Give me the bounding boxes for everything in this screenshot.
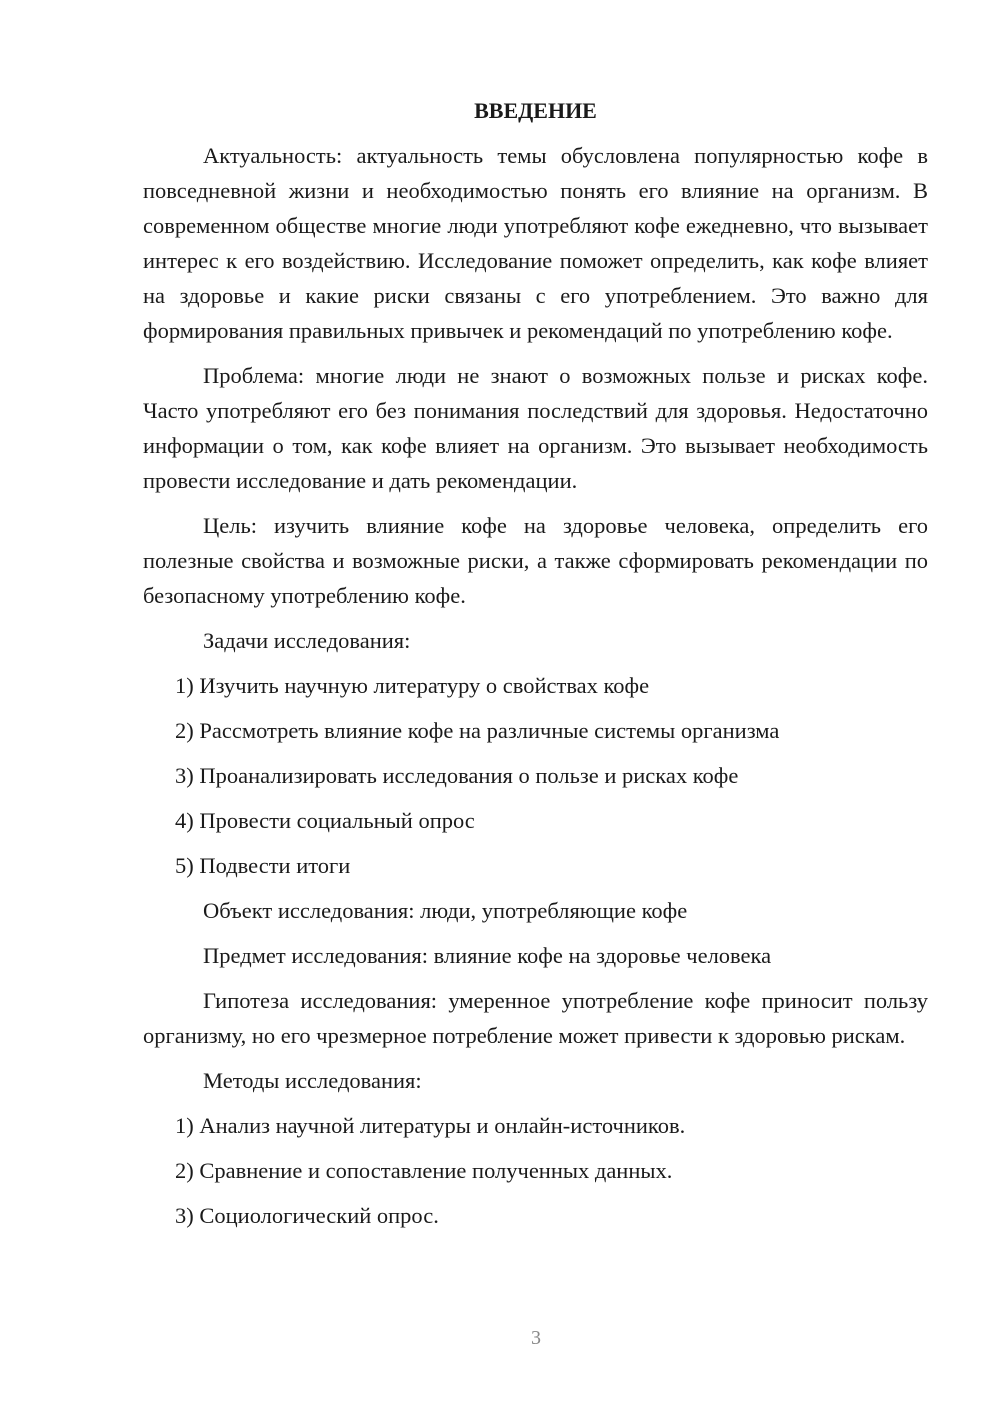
methods-heading: Методы исследования:	[203, 1068, 422, 1093]
task-item: 5) Подвести итоги	[175, 853, 351, 878]
goal-paragraph: Цель: изучить влияние кофе на здоровье человека, определить его полезные свойства и возможные риски, а также сформировать рекомендации по безопасному употреблению кофе.	[143, 513, 928, 608]
task-item: 1) Изучить научную литературу о свойствах кофе	[175, 673, 650, 698]
subject-line: Предмет исследования: влияние кофе на здоровье человека	[203, 943, 772, 968]
task-item: 3) Проанализировать исследования о пользе и рисках кофе	[175, 763, 739, 788]
relevance-paragraph: Актуальность: актуальность темы обусловлена популярностью кофе в повседневной жизни и необходимостью понять его влияние на организм. В современном обществе многие люди употребляют кофе ежедневно, что вызывает интерес к его воздействию. Исследование поможет определить, как кофе влияет на здоровье и какие риски связаны с его употреблением. Это важно для формирования правильных привычек и рекомендаций по употреблению кофе.	[143, 143, 928, 343]
task-item: 2) Рассмотреть влияние кофе на различные системы организма	[175, 718, 780, 743]
method-item: 3) Социологический опрос.	[175, 1203, 439, 1228]
document-body	[143, 93, 928, 1243]
hypothesis-paragraph: Гипотеза исследования: умеренное употребление кофе приносит пользу организму, но его чрезмерное потребление может привести к здоровью рискам.	[143, 988, 928, 1048]
method-item: 2) Сравнение и сопоставление полученных данных.	[175, 1158, 673, 1183]
page-title: ВВЕДЕНИЕ	[474, 98, 597, 123]
task-item: 4) Провести социальный опрос	[175, 808, 475, 833]
tasks-heading: Задачи исследования:	[203, 628, 411, 653]
object-line: Объект исследования: люди, употребляющие кофе	[203, 898, 688, 923]
problem-paragraph: Проблема: многие люди не знают о возможных пользе и рисках кофе. Часто употребляют его без понимания последствий для здоровья. Недостаточно информации о том, как кофе влияет на организм. Это вызывает необходимость провести исследование и дать рекомендации.	[143, 363, 928, 493]
method-item: 1) Анализ научной литературы и онлайн-источников.	[175, 1113, 686, 1138]
page-number: 3	[531, 1327, 541, 1349]
